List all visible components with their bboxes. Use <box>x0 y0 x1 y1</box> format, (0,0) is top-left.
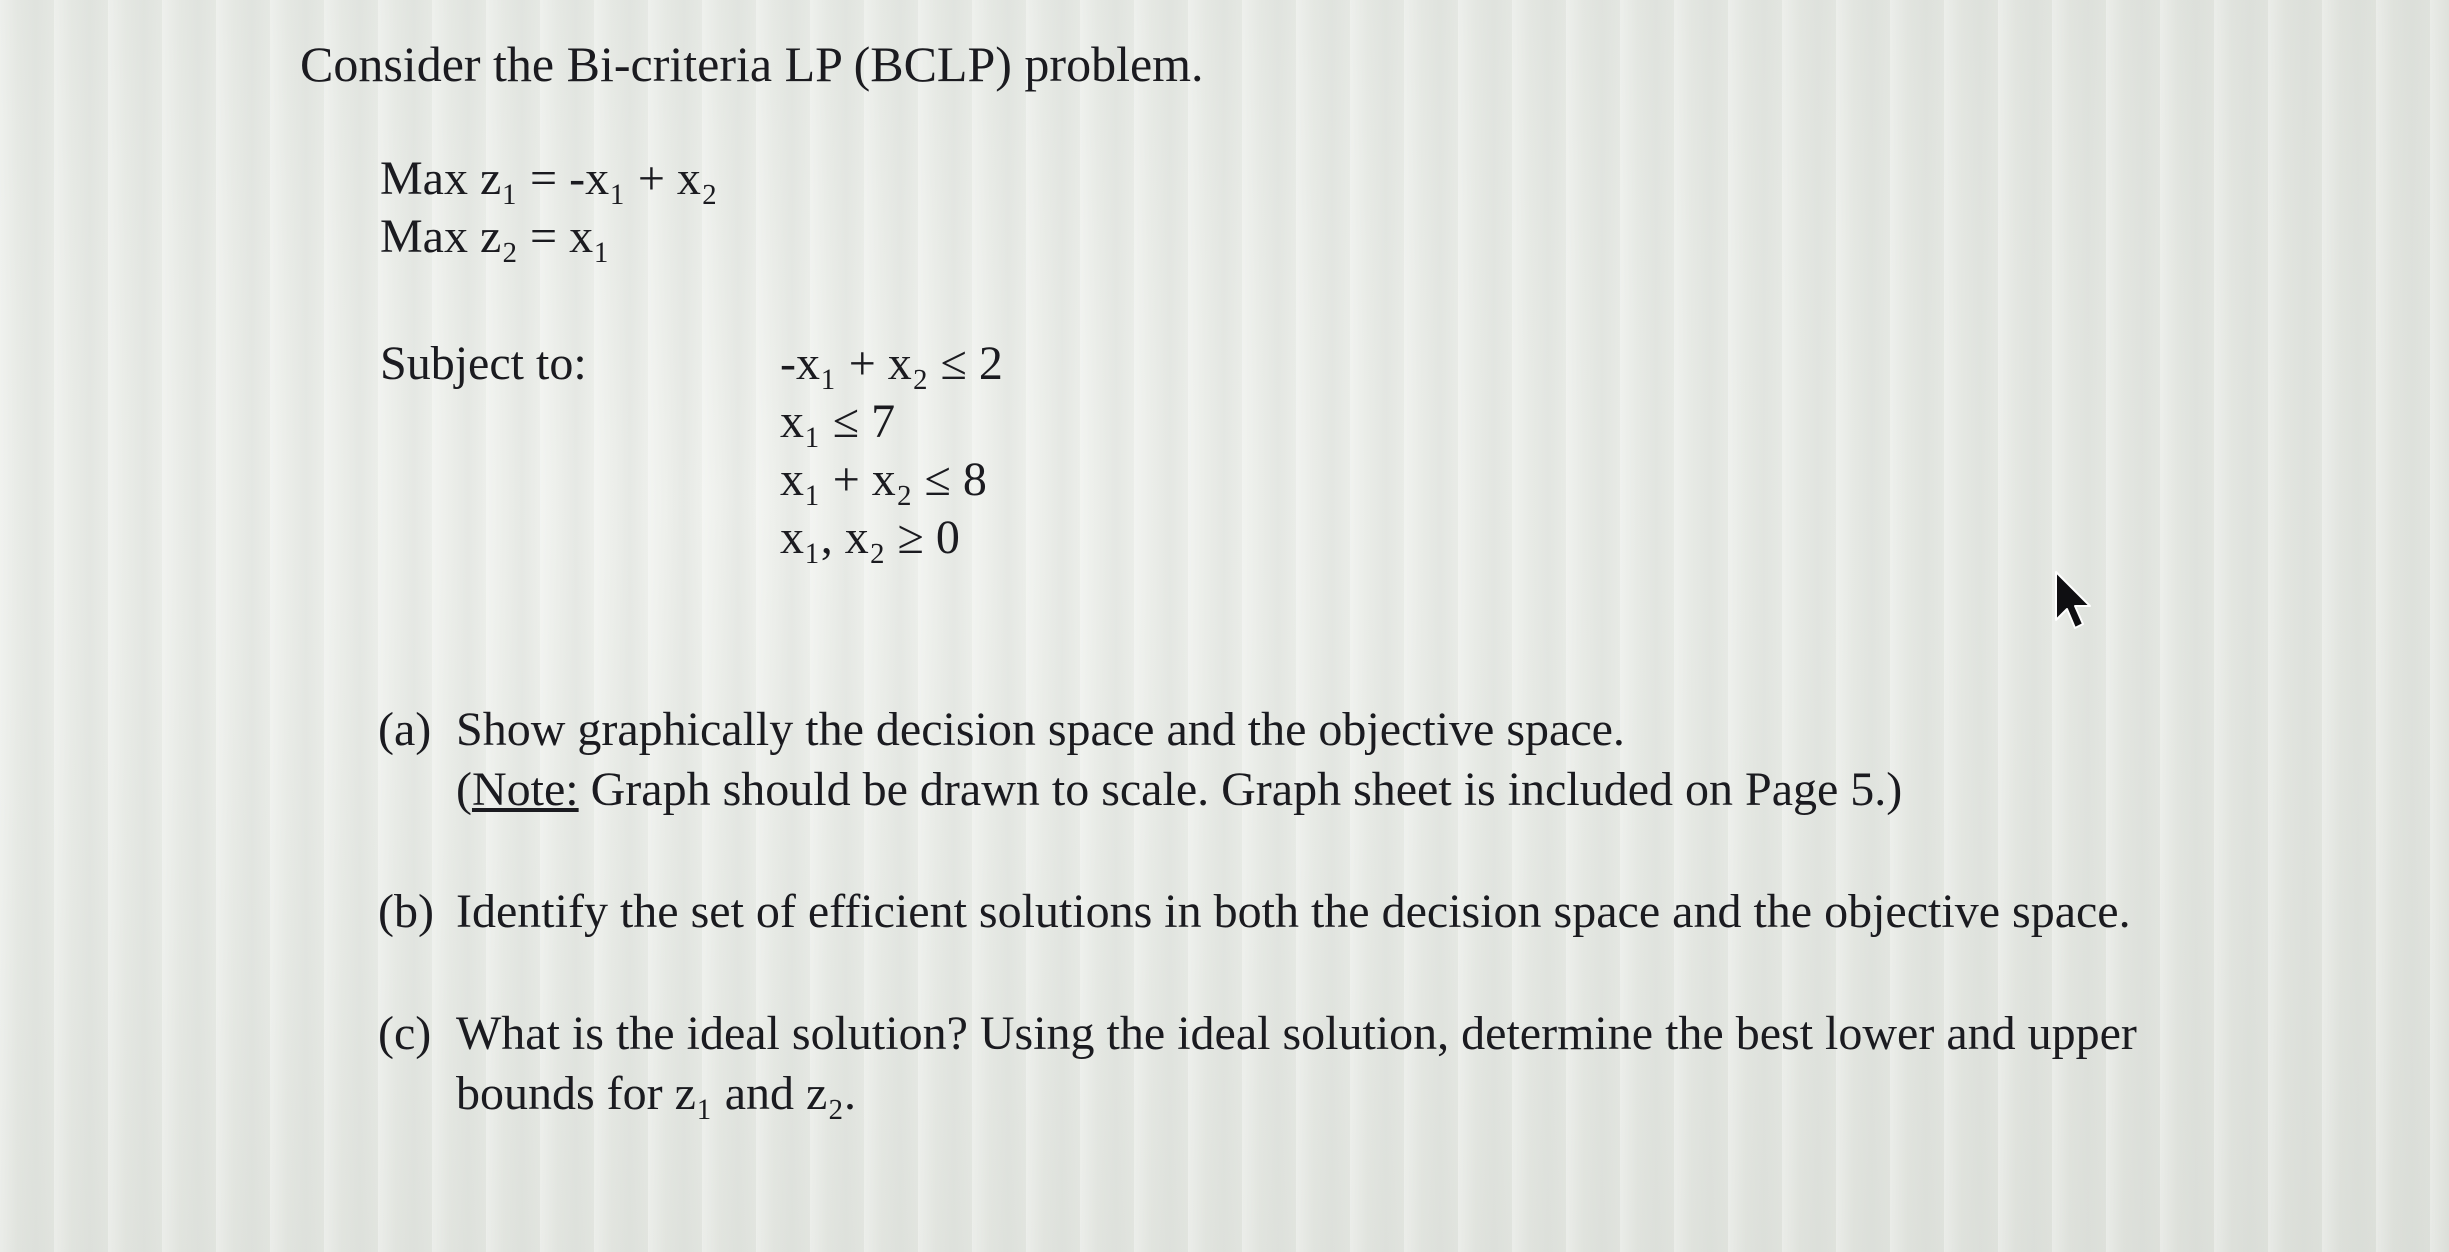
question-b-text: Identify the set of efficient solutions in both the decision space and the objective space. <box>456 885 2131 938</box>
question-b-label: (b) <box>378 885 434 938</box>
constraints-list <box>780 335 1003 567</box>
constraint-3: x₁ + x₂ ≤ 8 <box>780 453 987 506</box>
questions-list <box>378 700 2278 1186</box>
note-word: Note: <box>471 763 579 816</box>
constraint-2: x₁ ≤ 7 <box>780 395 896 448</box>
question-c-text: What is the ideal solution? Using the ideal solution, determine the best lower and upper bounds for z₁ and z₂. <box>456 1007 2137 1120</box>
problem-intro: Consider the Bi-criteria LP (BCLP) problem. <box>300 36 1204 92</box>
note-text: Graph should be drawn to scale. Graph sheet is included on Page 5.) <box>578 763 1903 816</box>
question-a-text: Show graphically the decision space and the objective space. <box>456 703 1625 756</box>
note-open-paren: ( <box>456 763 472 816</box>
subject-to-label: Subject to: <box>380 337 587 390</box>
question-a-note <box>456 760 2278 820</box>
question-a-label: (a) <box>378 703 432 756</box>
question-b <box>378 882 2278 942</box>
constraint-nonnegativity: x₁, x₂ ≥ 0 <box>780 511 960 564</box>
mouse-pointer-icon <box>2052 570 2092 634</box>
constraint-1: -x₁ + x₂ ≤ 2 <box>780 337 1003 390</box>
question-a <box>378 700 2278 820</box>
objective-functions <box>380 150 718 266</box>
objective-z2: Max z₂ = x₁ <box>380 210 610 263</box>
question-c-label: (c) <box>378 1007 432 1060</box>
objective-z1: Max z₁ = -x₁ + x₂ <box>380 152 718 205</box>
question-c <box>378 1004 2278 1124</box>
